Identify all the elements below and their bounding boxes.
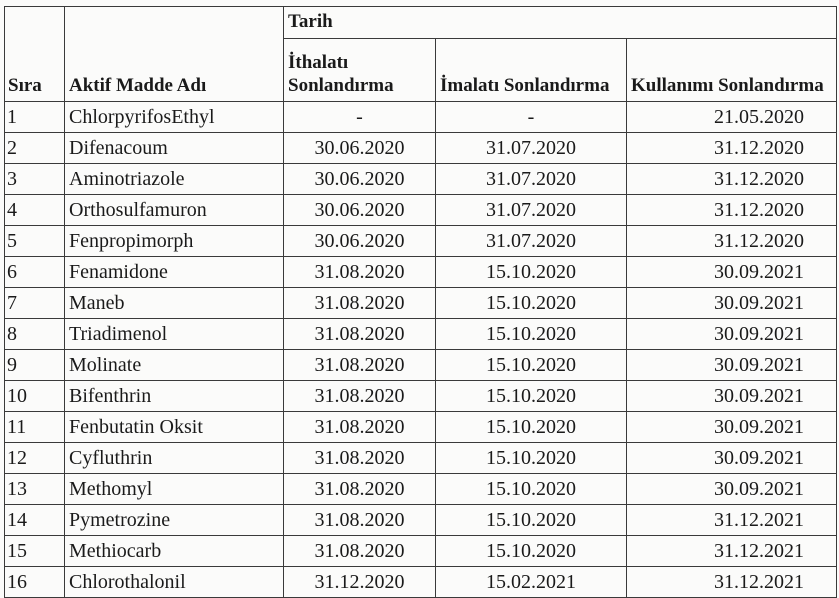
import-end-date: 31.08.2020 xyxy=(284,536,436,567)
row-number: 7 xyxy=(5,288,65,319)
active-substance-name: Triadimenol xyxy=(65,319,284,350)
active-substance-name: Cyfluthrin xyxy=(65,443,284,474)
active-substance-name: Methiocarb xyxy=(65,536,284,567)
active-substance-name: Methomyl xyxy=(65,474,284,505)
table-row xyxy=(5,133,837,164)
manufacture-end-date: 15.02.2021 xyxy=(436,567,627,598)
row-number: 10 xyxy=(5,381,65,412)
manufacture-end-date: 31.07.2020 xyxy=(436,133,627,164)
manufacture-end-date: 15.10.2020 xyxy=(436,257,627,288)
table-row xyxy=(5,443,837,474)
header-imalat: İmalatı Sonlandırma xyxy=(436,39,627,102)
active-substance-name: Chlorothalonil xyxy=(65,567,284,598)
active-substance-name: ChlorpyrifosEthyl xyxy=(65,102,284,133)
table-row xyxy=(5,474,837,505)
row-number: 9 xyxy=(5,350,65,381)
table-row xyxy=(5,257,837,288)
active-substance-name: Bifenthrin xyxy=(65,381,284,412)
usage-end-date: 31.12.2020 xyxy=(627,164,837,195)
import-end-date: 31.08.2020 xyxy=(284,474,436,505)
row-number: 6 xyxy=(5,257,65,288)
table-row xyxy=(5,536,837,567)
table-row xyxy=(5,567,837,598)
import-end-date: 30.06.2020 xyxy=(284,226,436,257)
active-substance-table xyxy=(4,6,837,598)
usage-end-date: 30.09.2021 xyxy=(627,443,837,474)
import-end-date: 30.06.2020 xyxy=(284,164,436,195)
header-tarih: Tarih xyxy=(284,7,837,39)
active-substance-name: Maneb xyxy=(65,288,284,319)
active-substance-name: Pymetrozine xyxy=(65,505,284,536)
table-row xyxy=(5,381,837,412)
header-ithalat: İthalatı Sonlandırma xyxy=(284,39,436,102)
import-end-date: 31.08.2020 xyxy=(284,257,436,288)
row-number: 4 xyxy=(5,195,65,226)
active-substance-name: Fenpropimorph xyxy=(65,226,284,257)
table-row xyxy=(5,350,837,381)
import-end-date: 31.08.2020 xyxy=(284,412,436,443)
usage-end-date: 31.12.2021 xyxy=(627,536,837,567)
import-end-date: 31.08.2020 xyxy=(284,381,436,412)
active-substance-name: Aminotriazole xyxy=(65,164,284,195)
row-number: 3 xyxy=(5,164,65,195)
row-number: 15 xyxy=(5,536,65,567)
usage-end-date: 21.05.2020 xyxy=(627,102,837,133)
table-row xyxy=(5,505,837,536)
manufacture-end-date: 15.10.2020 xyxy=(436,505,627,536)
row-number: 1 xyxy=(5,102,65,133)
active-substance-name: Orthosulfamuron xyxy=(65,195,284,226)
usage-end-date: 30.09.2021 xyxy=(627,257,837,288)
table-row xyxy=(5,226,837,257)
import-end-date: 31.08.2020 xyxy=(284,319,436,350)
row-number: 11 xyxy=(5,412,65,443)
table-row xyxy=(5,164,837,195)
manufacture-end-date: 15.10.2020 xyxy=(436,536,627,567)
table-row xyxy=(5,412,837,443)
row-number: 8 xyxy=(5,319,65,350)
manufacture-end-date: 15.10.2020 xyxy=(436,443,627,474)
import-end-date: 30.06.2020 xyxy=(284,195,436,226)
table-row xyxy=(5,288,837,319)
manufacture-end-date: - xyxy=(436,102,627,133)
usage-end-date: 30.09.2021 xyxy=(627,412,837,443)
manufacture-end-date: 31.07.2020 xyxy=(436,226,627,257)
manufacture-end-date: 15.10.2020 xyxy=(436,412,627,443)
header-active-substance: Aktif Madde Adı xyxy=(65,7,284,102)
row-number: 12 xyxy=(5,443,65,474)
table-row xyxy=(5,319,837,350)
manufacture-end-date: 15.10.2020 xyxy=(436,288,627,319)
import-end-date: 30.06.2020 xyxy=(284,133,436,164)
import-end-date: 31.08.2020 xyxy=(284,288,436,319)
manufacture-end-date: 15.10.2020 xyxy=(436,381,627,412)
import-end-date: 31.08.2020 xyxy=(284,505,436,536)
active-substance-name: Fenamidone xyxy=(65,257,284,288)
row-number: 5 xyxy=(5,226,65,257)
usage-end-date: 31.12.2021 xyxy=(627,567,837,598)
import-end-date: 31.08.2020 xyxy=(284,350,436,381)
usage-end-date: 31.12.2020 xyxy=(627,195,837,226)
usage-end-date: 30.09.2021 xyxy=(627,319,837,350)
manufacture-end-date: 15.10.2020 xyxy=(436,319,627,350)
manufacture-end-date: 31.07.2020 xyxy=(436,164,627,195)
table-body xyxy=(5,102,837,598)
active-substance-name: Difenacoum xyxy=(65,133,284,164)
table-row xyxy=(5,195,837,226)
manufacture-end-date: 15.10.2020 xyxy=(436,474,627,505)
active-substance-name: Molinate xyxy=(65,350,284,381)
row-number: 14 xyxy=(5,505,65,536)
active-substance-name: Fenbutatin Oksit xyxy=(65,412,284,443)
row-number: 2 xyxy=(5,133,65,164)
usage-end-date: 31.12.2020 xyxy=(627,226,837,257)
table-row xyxy=(5,102,837,133)
import-end-date: - xyxy=(284,102,436,133)
usage-end-date: 30.09.2021 xyxy=(627,381,837,412)
header-row-top xyxy=(5,7,837,39)
import-end-date: 31.12.2020 xyxy=(284,567,436,598)
row-number: 16 xyxy=(5,567,65,598)
header-kullanim: Kullanımı Sonlandırma xyxy=(627,39,837,102)
usage-end-date: 31.12.2021 xyxy=(627,505,837,536)
manufacture-end-date: 31.07.2020 xyxy=(436,195,627,226)
usage-end-date: 31.12.2020 xyxy=(627,133,837,164)
usage-end-date: 30.09.2021 xyxy=(627,288,837,319)
row-number: 13 xyxy=(5,474,65,505)
manufacture-end-date: 15.10.2020 xyxy=(436,350,627,381)
header-sira: Sıra xyxy=(5,7,65,102)
import-end-date: 31.08.2020 xyxy=(284,443,436,474)
usage-end-date: 30.09.2021 xyxy=(627,350,837,381)
usage-end-date: 30.09.2021 xyxy=(627,474,837,505)
